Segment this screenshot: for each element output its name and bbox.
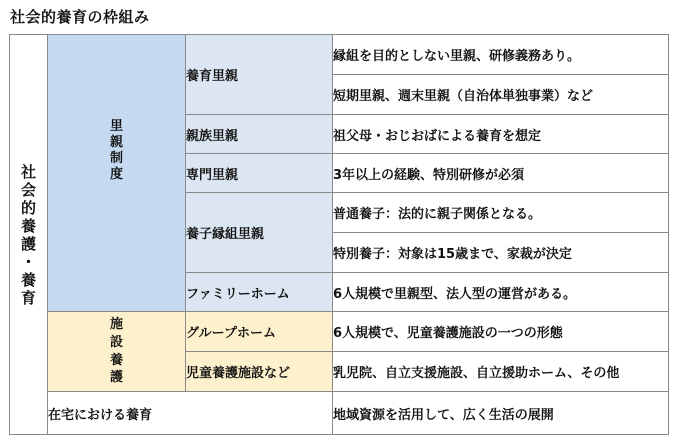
outer-category-label: 社 会 的 養 護 ・ 養 育 — [20, 162, 36, 307]
facility-care-category-cell — [48, 312, 186, 392]
foster-system-category-cell — [48, 35, 186, 312]
type-yoiku-satooya: 養育里親 — [186, 35, 333, 115]
desc-family-home: 6人規模で里親型、法人型の運営がある。 — [333, 273, 669, 312]
desc-shinzoku: 祖父母・おじおばによる養育を想定 — [333, 115, 669, 154]
table-row — [10, 35, 669, 75]
desc-senmon: 3年以上の経験、特別研修が必須 — [333, 154, 669, 193]
desc-jido-yogo: 乳児院、自立支援施設、自立援助ホーム、その他 — [333, 352, 669, 392]
desc-group-home: 6人規模で、児童養護施設の一つの形態 — [333, 312, 669, 352]
type-shinzoku-satooya: 親族里親 — [186, 115, 333, 154]
desc-yoiku-1: 縁組を目的としない里親、研修義務あり。 — [333, 35, 669, 75]
page-title: 社会的養育の枠組み — [10, 8, 150, 26]
facility-care-label: 施 設 養 護 — [109, 317, 123, 386]
desc-yoiku-2: 短期里親、週末里親（自治体単独事業）など — [333, 75, 669, 115]
type-group-home: グループホーム — [186, 312, 333, 352]
desc-zaitaku: 地域資源を活用して、広く生活の展開 — [333, 392, 669, 435]
type-family-home: ファミリーホーム — [186, 273, 333, 312]
type-jido-yogo-shisetsu: 児童養護施設など — [186, 352, 333, 392]
type-senmon-satooya: 専門里親 — [186, 154, 333, 193]
table-row — [10, 312, 669, 352]
desc-yoshi-1: 普通養子：法的に親子関係となる。 — [333, 193, 669, 233]
foster-system-label: 里 親 制 度 — [109, 118, 123, 183]
type-zaitaku: 在宅における養育 — [48, 392, 333, 435]
framework-table — [9, 34, 669, 435]
outer-category-cell — [10, 35, 48, 435]
type-yoshi-engumi-satooya: 養子縁組里親 — [186, 193, 333, 273]
table-row — [10, 392, 669, 435]
desc-yoshi-2: 特別養子：対象は15歳まで、家裁が決定 — [333, 233, 669, 273]
